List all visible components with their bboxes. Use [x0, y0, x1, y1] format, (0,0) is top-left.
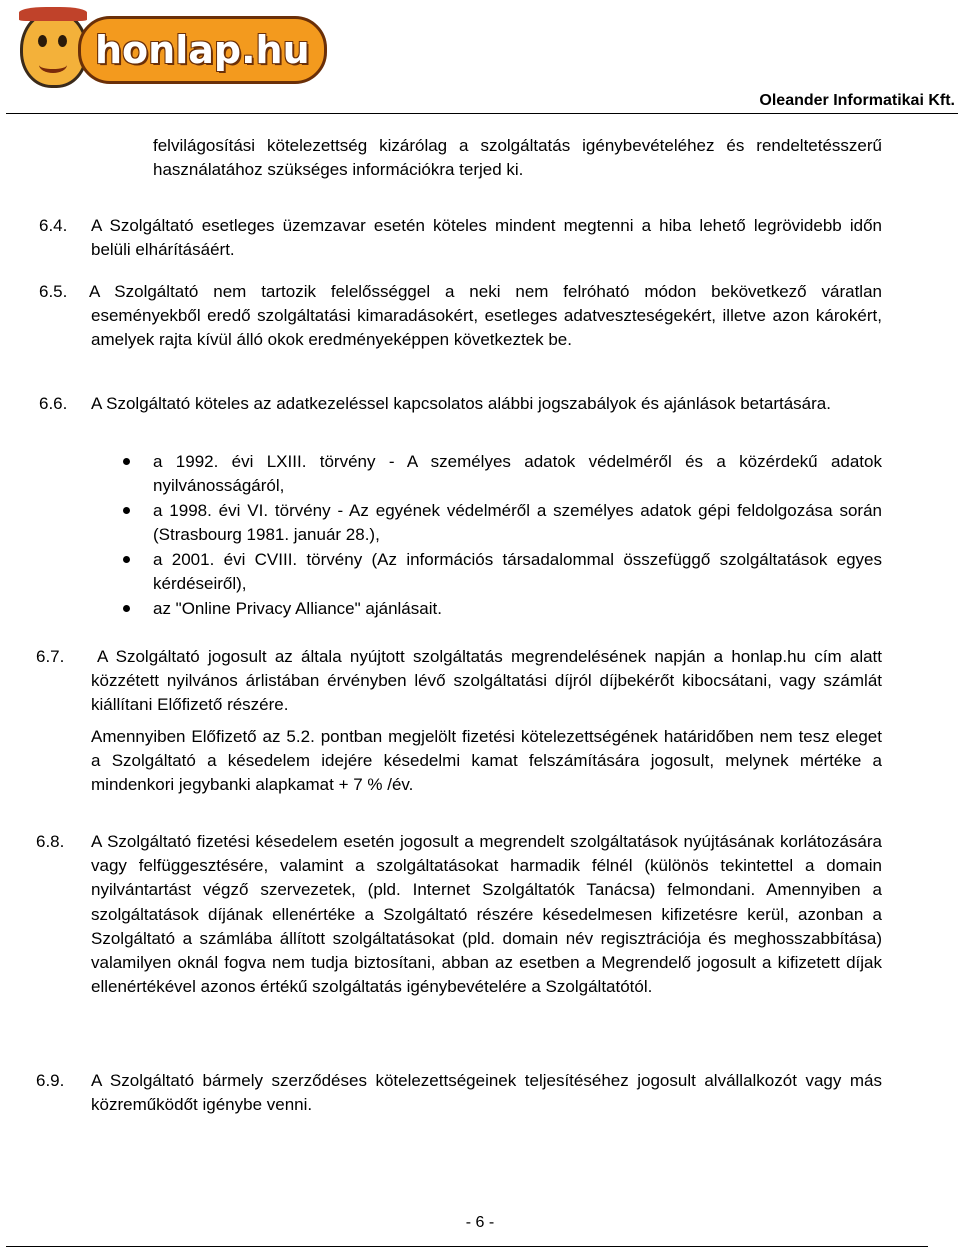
section-text-6-5: A Szolgáltató nem tartozik felelősséggel a neki nem felróható módon bekövetkező váratlan eseményekből eredő szolgáltatási kimaradásokért, esetleges adatveszteségekért, illetve azon károkért, amelyek rajta kívül álló okok eredményeképpen következtek be. [89, 282, 882, 350]
section-number-6-6: 6.6. [39, 394, 68, 413]
bullet-dot-icon [123, 507, 130, 514]
page-header [0, 0, 960, 120]
section-text-6-4: A Szolgáltató esetleges üzemzavar esetén köteles mindent megtenni a hiba lehető legrövidebb időn belüli elhárításáért. [91, 216, 882, 260]
intro-paragraph: felvilágosítási kötelezettség kizárólag a szolgáltatás igénybevételéhez és rendeltetésszerű használatához szükséges információkra terjed ki. [153, 136, 882, 180]
logo-text: honlap.hu [78, 16, 327, 84]
section-number-6-8: 6.8. [36, 832, 65, 851]
header-rule [6, 113, 958, 114]
law-list-item: az "Online Privacy Alliance" ajánlásait. [153, 599, 442, 618]
section-text-6-7-interest: Amennyiben Előfizető az 5.2. pontban megjelölt fizetési kötelezettségének határidőben nem tesz eleget a Szolgáltató a késedelem idejére késedelmi kamat felszámítására jogosult, melynek mértéke a mindenkori jegybanki alapkamat + 7 % /év. [91, 727, 882, 795]
law-list-item: a 2001. évi CVIII. törvény (Az információs társadalommal összefüggő szolgáltatások egyes kérdéseiről), [153, 550, 882, 594]
section-number-6-5: 6.5. [39, 282, 68, 301]
footer-rule [6, 1246, 928, 1247]
company-name: Oleander Informatikai Kft. [759, 92, 955, 109]
law-list-item: a 1998. évi VI. törvény - Az egyének védelméről a személyes adatok gépi feldolgozása során (Strasbourg 1981. január 28.), [153, 501, 882, 545]
law-list-item: a 1992. évi LXIII. törvény - A személyes adatok védelméről és a közérdekű adatok nyilvánosságáról, [153, 452, 882, 496]
section-text-6-9: A Szolgáltató bármely szerződéses kötelezettségeinek teljesítéséhez jogosult alvállalkozót vagy más közreműködőt igénybe venni. [91, 1071, 882, 1115]
section-number-6-9: 6.9. [36, 1071, 65, 1090]
section-text-6-7: A Szolgáltató jogosult az általa nyújtott szolgáltatás megrendelésének napján a honlap.hu cím alatt közzétett nyilvános árlistában érvényben lévő szolgáltatási díjról díjbekérőt kibocsátani, vagy számlát kiállítani Előfizető részére. [91, 647, 882, 715]
bullet-dot-icon [123, 605, 130, 612]
section-number-6-4: 6.4. [39, 216, 68, 235]
section-text-6-6: A Szolgáltató köteles az adatkezeléssel kapcsolatos alábbi jogszabályok és ajánlások betartására. [91, 394, 831, 413]
bullet-dot-icon [123, 458, 130, 465]
page-number: - 6 - [465, 1214, 495, 1231]
honlap-logo [6, 2, 310, 90]
bullet-dot-icon [123, 556, 130, 563]
section-number-6-7: 6.7. [36, 647, 65, 666]
section-text-6-8: A Szolgáltató fizetési késedelem esetén jogosult a megrendelt szolgáltatások nyújtásának korlátozására vagy felfüggesztésére, valamint a szolgáltatásokat harmadik félnél (különös tekintettel a domain nyilvántartást végző szervezetek, (pld. Internet Szolgáltatók Tanácsa) felmondani. Amennyiben a szolgáltatások díjának ellenértéke a Szolgáltató részére késedelmesen kifizetésre kerül, azonban a Szolgáltató a számlába állított szolgáltatásokat (pld. domain név regisztrációja és meghosszabbítása) valamilyen oknál fogva nem tudja biztosítani, abban az esetben a Megrendelő jogosult a kifizetett díjak ellenértékével azonos értékű szolgáltatás igénybevételére a Szolgáltatótól. [91, 832, 882, 997]
